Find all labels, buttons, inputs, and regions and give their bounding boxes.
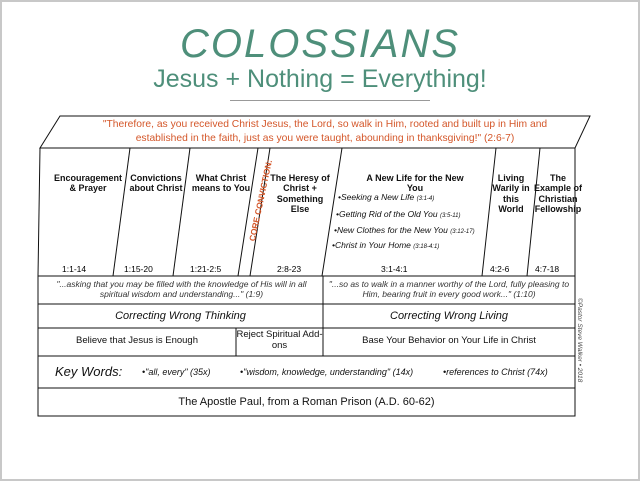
key-word-1: •"all, every" (35x): [142, 367, 211, 377]
section-title-5: A New Life for the New You: [366, 173, 464, 194]
core-conviction-label: CORE CONVICTION:: [247, 158, 275, 243]
key-word-2: •"wisdom, knowledge, understanding" (14x): [240, 367, 414, 377]
section-range-3: 1:21-2:5: [190, 264, 222, 274]
section-range-6: 4:2-6: [490, 264, 510, 274]
key-word-3: •references to Christ (74x): [443, 367, 548, 377]
key-words-label: Key Words:: [55, 364, 123, 379]
new-life-point-1: •Seeking a New Life (3:1-4): [338, 192, 435, 202]
key-verse: "Therefore, as you received Christ Jesus, the Lord, so walk in Him, rooted and built up in Him and established in the faith, just as you were taught, abounding in thanksgiving!" (2:6-7): [102, 119, 548, 144]
divider-1: [113, 148, 130, 276]
page-subtitle: Jesus + Nothing = Everything!: [153, 65, 487, 93]
section-range-1: 1:1-14: [62, 264, 87, 274]
new-life-point-2: •Getting Rid of the Old You (3:5-11): [336, 209, 461, 219]
quote-left: "...asking that you may be filled with the knowledge of His will in all spiritual wisdom and understanding..." (1:9): [56, 279, 307, 300]
page-title: COLOSSIANS: [179, 22, 461, 66]
section-title-7: The Example of Christian Fellowship: [534, 173, 583, 215]
section-title-3: What Christ means to You: [191, 173, 251, 194]
copyright-notice: ©Pastor Steve Walker • 2018: [576, 298, 583, 383]
section-range-2: 1:15-20: [124, 264, 153, 274]
correcting-thinking: Correcting Wrong Thinking: [115, 310, 246, 322]
section-range-7: 4:7-18: [535, 264, 560, 274]
section-title-4: The Heresy of Christ + Something Else: [270, 173, 330, 215]
section-range-5: 3:1-4:1: [381, 264, 408, 274]
section-title-2: Convictions about Christ: [129, 173, 183, 194]
belief-behavior: Base Your Behavior on Your Life in Christ: [362, 335, 536, 346]
new-life-point-3: •New Clothes for the New You (3:12-17): [334, 225, 475, 235]
section-range-4: 2:8-23: [277, 264, 302, 274]
section-title-6: Living Warily in this World: [492, 173, 530, 215]
section-title-1: Encouragement & Prayer: [53, 173, 122, 194]
belief-reject-addons: Reject Spiritual Add-ons: [236, 329, 323, 351]
quote-right: "...so as to walk in a manner worthy of the Lord, fully pleasing to Him, bearing fruit in every good work..." (1:10): [328, 279, 570, 300]
belief-enough: Believe that Jesus is Enough: [76, 335, 198, 346]
divider-2: [173, 148, 190, 276]
correcting-living: Correcting Wrong Living: [390, 310, 508, 322]
author-footer: The Apostle Paul, from a Roman Prison (A.D. 60-62): [178, 396, 435, 408]
new-life-point-4: •Christ in Your Home (3:18-4:1): [332, 240, 440, 250]
